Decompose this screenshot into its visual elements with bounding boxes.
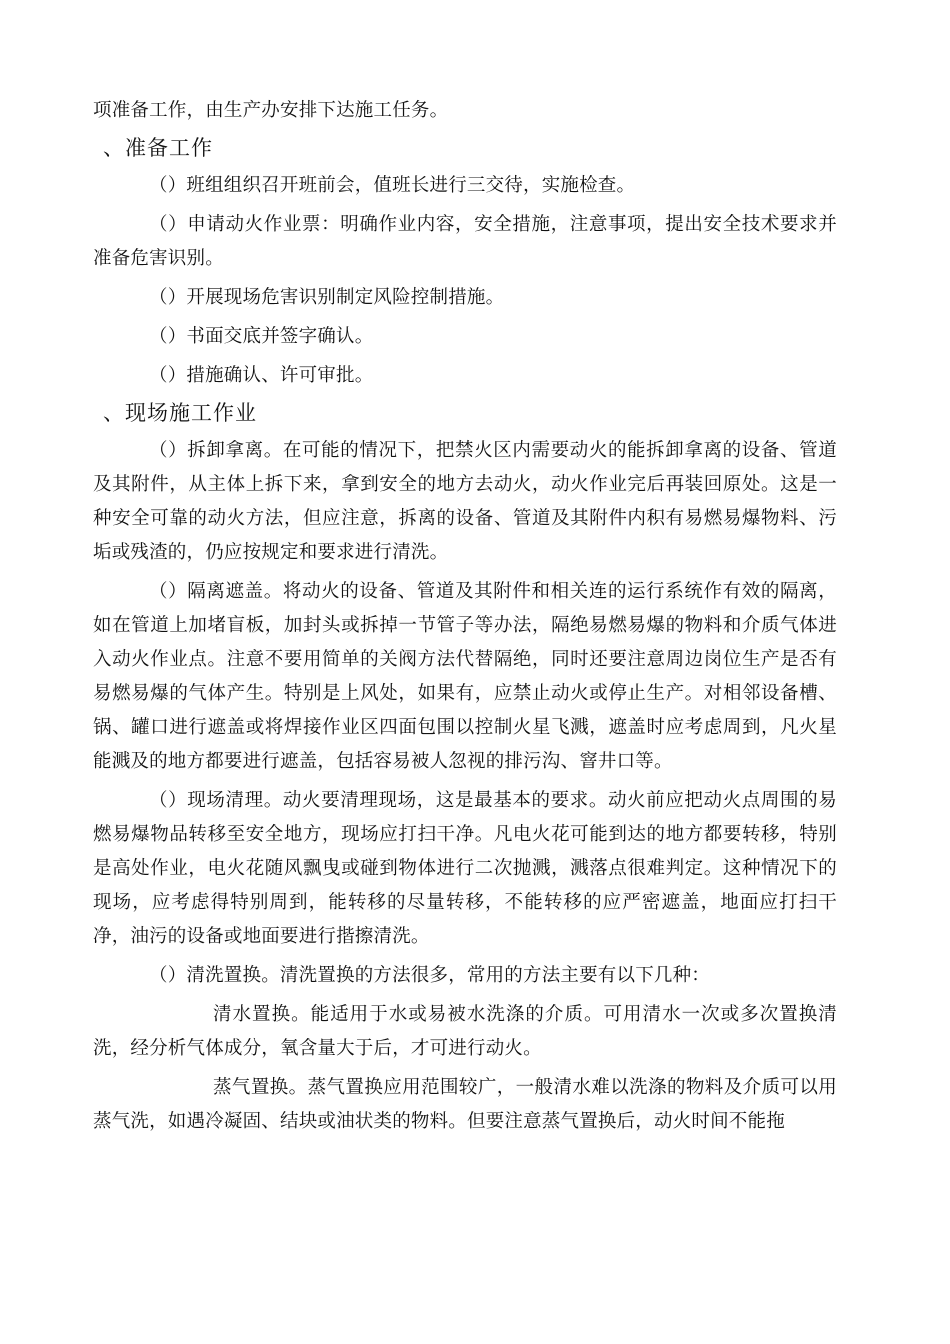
list-item: （）隔离遮盖。将动火的设备、管道及其附件和相关连的运行系统作有效的隔离，如在管道上加堵盲板，加封头或拆掉一节管子等办法，隔绝易燃易爆的物料和介质气体进入动火作业点。注意不要用简单的关阀方法代替隔绝，同时还要注意周边岗位生产是否有易燃易爆的气体产生。特别是上风处，如果有，应禁止动火或停止生产。对相邻设备槽、锅、罐口进行遮盖或将焊接作业区四面包围以控制火星飞溅，遮盖时应考虑周到，凡火星能溅及的地方都要进行遮盖，包括容易被人忽视的排污沟、窨井口等。	[93, 581, 837, 772]
list-item: （）班组组织召开班前会，值班长进行三交待，实施检查。	[149, 175, 636, 196]
sub-list-item: 清水置换。能适用于水或易被水洗涤的介质。可用清水一次或多次置换清洗，经分析气体成分，氧含量大于后，才可进行动火。	[93, 1004, 837, 1059]
list-item: （）拆卸拿离。在可能的情况下，把禁火区内需要动火的能拆卸拿离的设备、管道及其附件，从主体上拆下来，拿到安全的地方去动火，动火作业完后再装回原处。这是一种安全可靠的动火方法，但应注意，拆离的设备、管道及其附件内积有易燃易爆物料、污垢或残渣的，仍应按规定和要求进行清洗。	[93, 440, 837, 563]
section-heading-onsite-work: 、现场施工作业	[103, 401, 257, 425]
sub-list-item: 蒸气置换。蒸气置换应用范围较广，一般清水难以洗涤的物料及介质可以用蒸气洗，如遇冷凝固、结块或油状类的物料。但要注意蒸气置换后，动火时间不能拖	[93, 1077, 837, 1132]
section-heading-preparation: 、准备工作	[103, 136, 213, 160]
list-item: （）清洗置换。清洗置换的方法很多，常用的方法主要有以下几种：	[149, 965, 711, 986]
intro-paragraph: 项准备工作，由生产办安排下达施工任务。	[93, 100, 449, 121]
list-item: （）现场清理。动火要清理现场，这是最基本的要求。动火前应把动火点周围的易燃易爆物品转移至安全地方，现场应打扫干净。凡电火花可能到达的地方都要转移，特别是高处作业，电火花随风飘曳或碰到物体进行二次抛溅，溅落点很难判定。这种情况下的现场，应考虑得特别周到，能转移的尽量转移，不能转移的应严密遮盖，地面应打扫干净，油污的设备或地面要进行揩擦清洗。	[93, 790, 837, 947]
list-item: （）申请动火作业票：明确作业内容，安全措施，注意事项，提出安全技术要求并准备危害识别。	[93, 214, 837, 269]
list-item: （）书面交底并签字确认。	[149, 326, 374, 347]
list-item: （）开展现场危害识别制定风险控制措施。	[149, 287, 505, 308]
document-body	[93, 94, 837, 1144]
list-item: （）措施确认、许可审批。	[149, 365, 374, 386]
